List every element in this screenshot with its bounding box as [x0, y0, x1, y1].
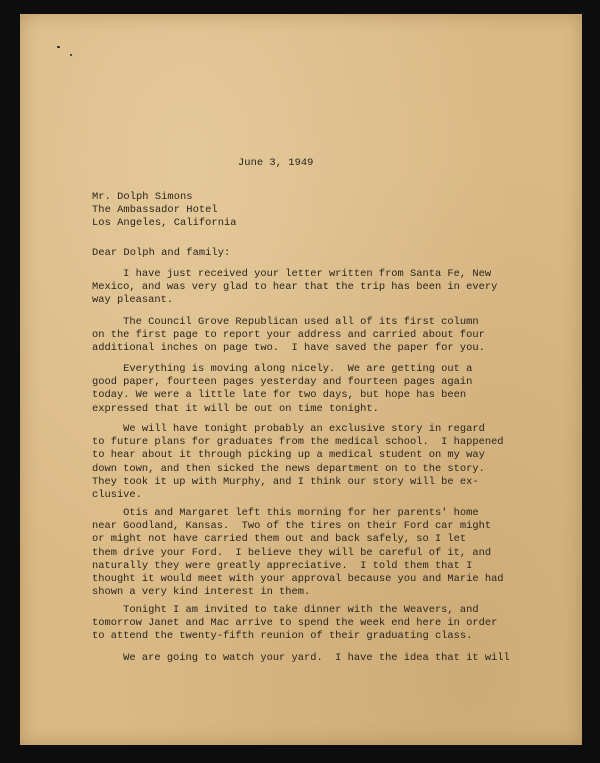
- paragraph-4: [92, 423, 504, 502]
- paragraph-line: to hear about it through picking up a medical student on my way: [92, 449, 485, 462]
- paragraph-line: clusive.: [92, 489, 142, 502]
- paragraph-line: tomorrow Janet and Mac arrive to spend the week end here in order: [92, 617, 498, 630]
- paragraph-line: thought it would meet with your approval because you and Marie had: [92, 573, 504, 586]
- paragraph-7: [92, 652, 510, 665]
- paragraph-line: additional inches on page two. I have saved the paper for you.: [92, 342, 485, 355]
- paragraph-line: We are going to watch your yard. I have the idea that it will: [92, 652, 510, 664]
- paragraph-line: them drive your Ford. I believe they will be careful of it, and: [92, 546, 492, 559]
- paragraph-line: to attend the twenty-fifth reunion of their graduating class.: [92, 630, 473, 643]
- paragraph-line: expressed that it will be out on time tonight.: [92, 402, 379, 415]
- paragraph-3: [92, 363, 472, 416]
- paragraph-line: naturally they were greatly appreciative. I told them that I: [92, 559, 473, 572]
- recipient-city: Los Angeles, California: [92, 217, 237, 229]
- paragraph-line: down town, and then sicked the news department on to the story.: [92, 462, 485, 475]
- paragraph-line: way pleasant.: [92, 294, 174, 307]
- salutation: Dear Dolph and family:: [92, 247, 231, 259]
- paragraph-line: on the first page to report your address and carried about four: [92, 329, 485, 342]
- paragraph-1: [92, 268, 497, 308]
- paragraph-line: They took it up with Murphy, and I think our story will be ex-: [92, 475, 479, 488]
- ink-speck: [57, 46, 60, 48]
- paragraph-line: good paper, fourteen pages yesterday and fourteen pages again: [92, 376, 473, 389]
- paragraph-line: I have just received your letter written from Santa Fe, New: [92, 268, 492, 280]
- paragraph-line: Mexico, and was very glad to hear that the trip has been in every: [92, 281, 498, 294]
- ink-speck: [70, 54, 72, 56]
- paragraph-6: [92, 604, 497, 644]
- paragraph-line: to future plans for graduates from the medical school. I happened: [92, 436, 504, 449]
- paragraph-line: Tonight I am invited to take dinner with the Weavers, and: [92, 604, 479, 616]
- paragraph-line: shown a very kind interest in them.: [92, 586, 311, 599]
- paragraph-line: near Goodland, Kansas. Two of the tires on their Ford car might: [92, 520, 492, 533]
- paragraph-line: Otis and Margaret left this morning for her parents' home: [92, 507, 479, 519]
- paragraph-line: The Council Grove Republican used all of its first column: [92, 316, 479, 328]
- paragraph-line: today. We were a little late for two days, but hope has been: [92, 389, 467, 402]
- recipient-hotel: The Ambassador Hotel: [92, 204, 218, 216]
- paragraph-line: We will have tonight probably an exclusive story in regard: [92, 423, 485, 435]
- paragraph-line: Everything is moving along nicely. We are getting out a: [92, 363, 473, 375]
- recipient-name: Mr. Dolph Simons: [92, 191, 193, 203]
- letter-date: June 3, 1949: [238, 157, 314, 169]
- paragraph-5: [92, 507, 504, 599]
- paragraph-line: or might not have carried them out and back safely, so I let: [92, 533, 467, 546]
- paragraph-2: [92, 316, 485, 356]
